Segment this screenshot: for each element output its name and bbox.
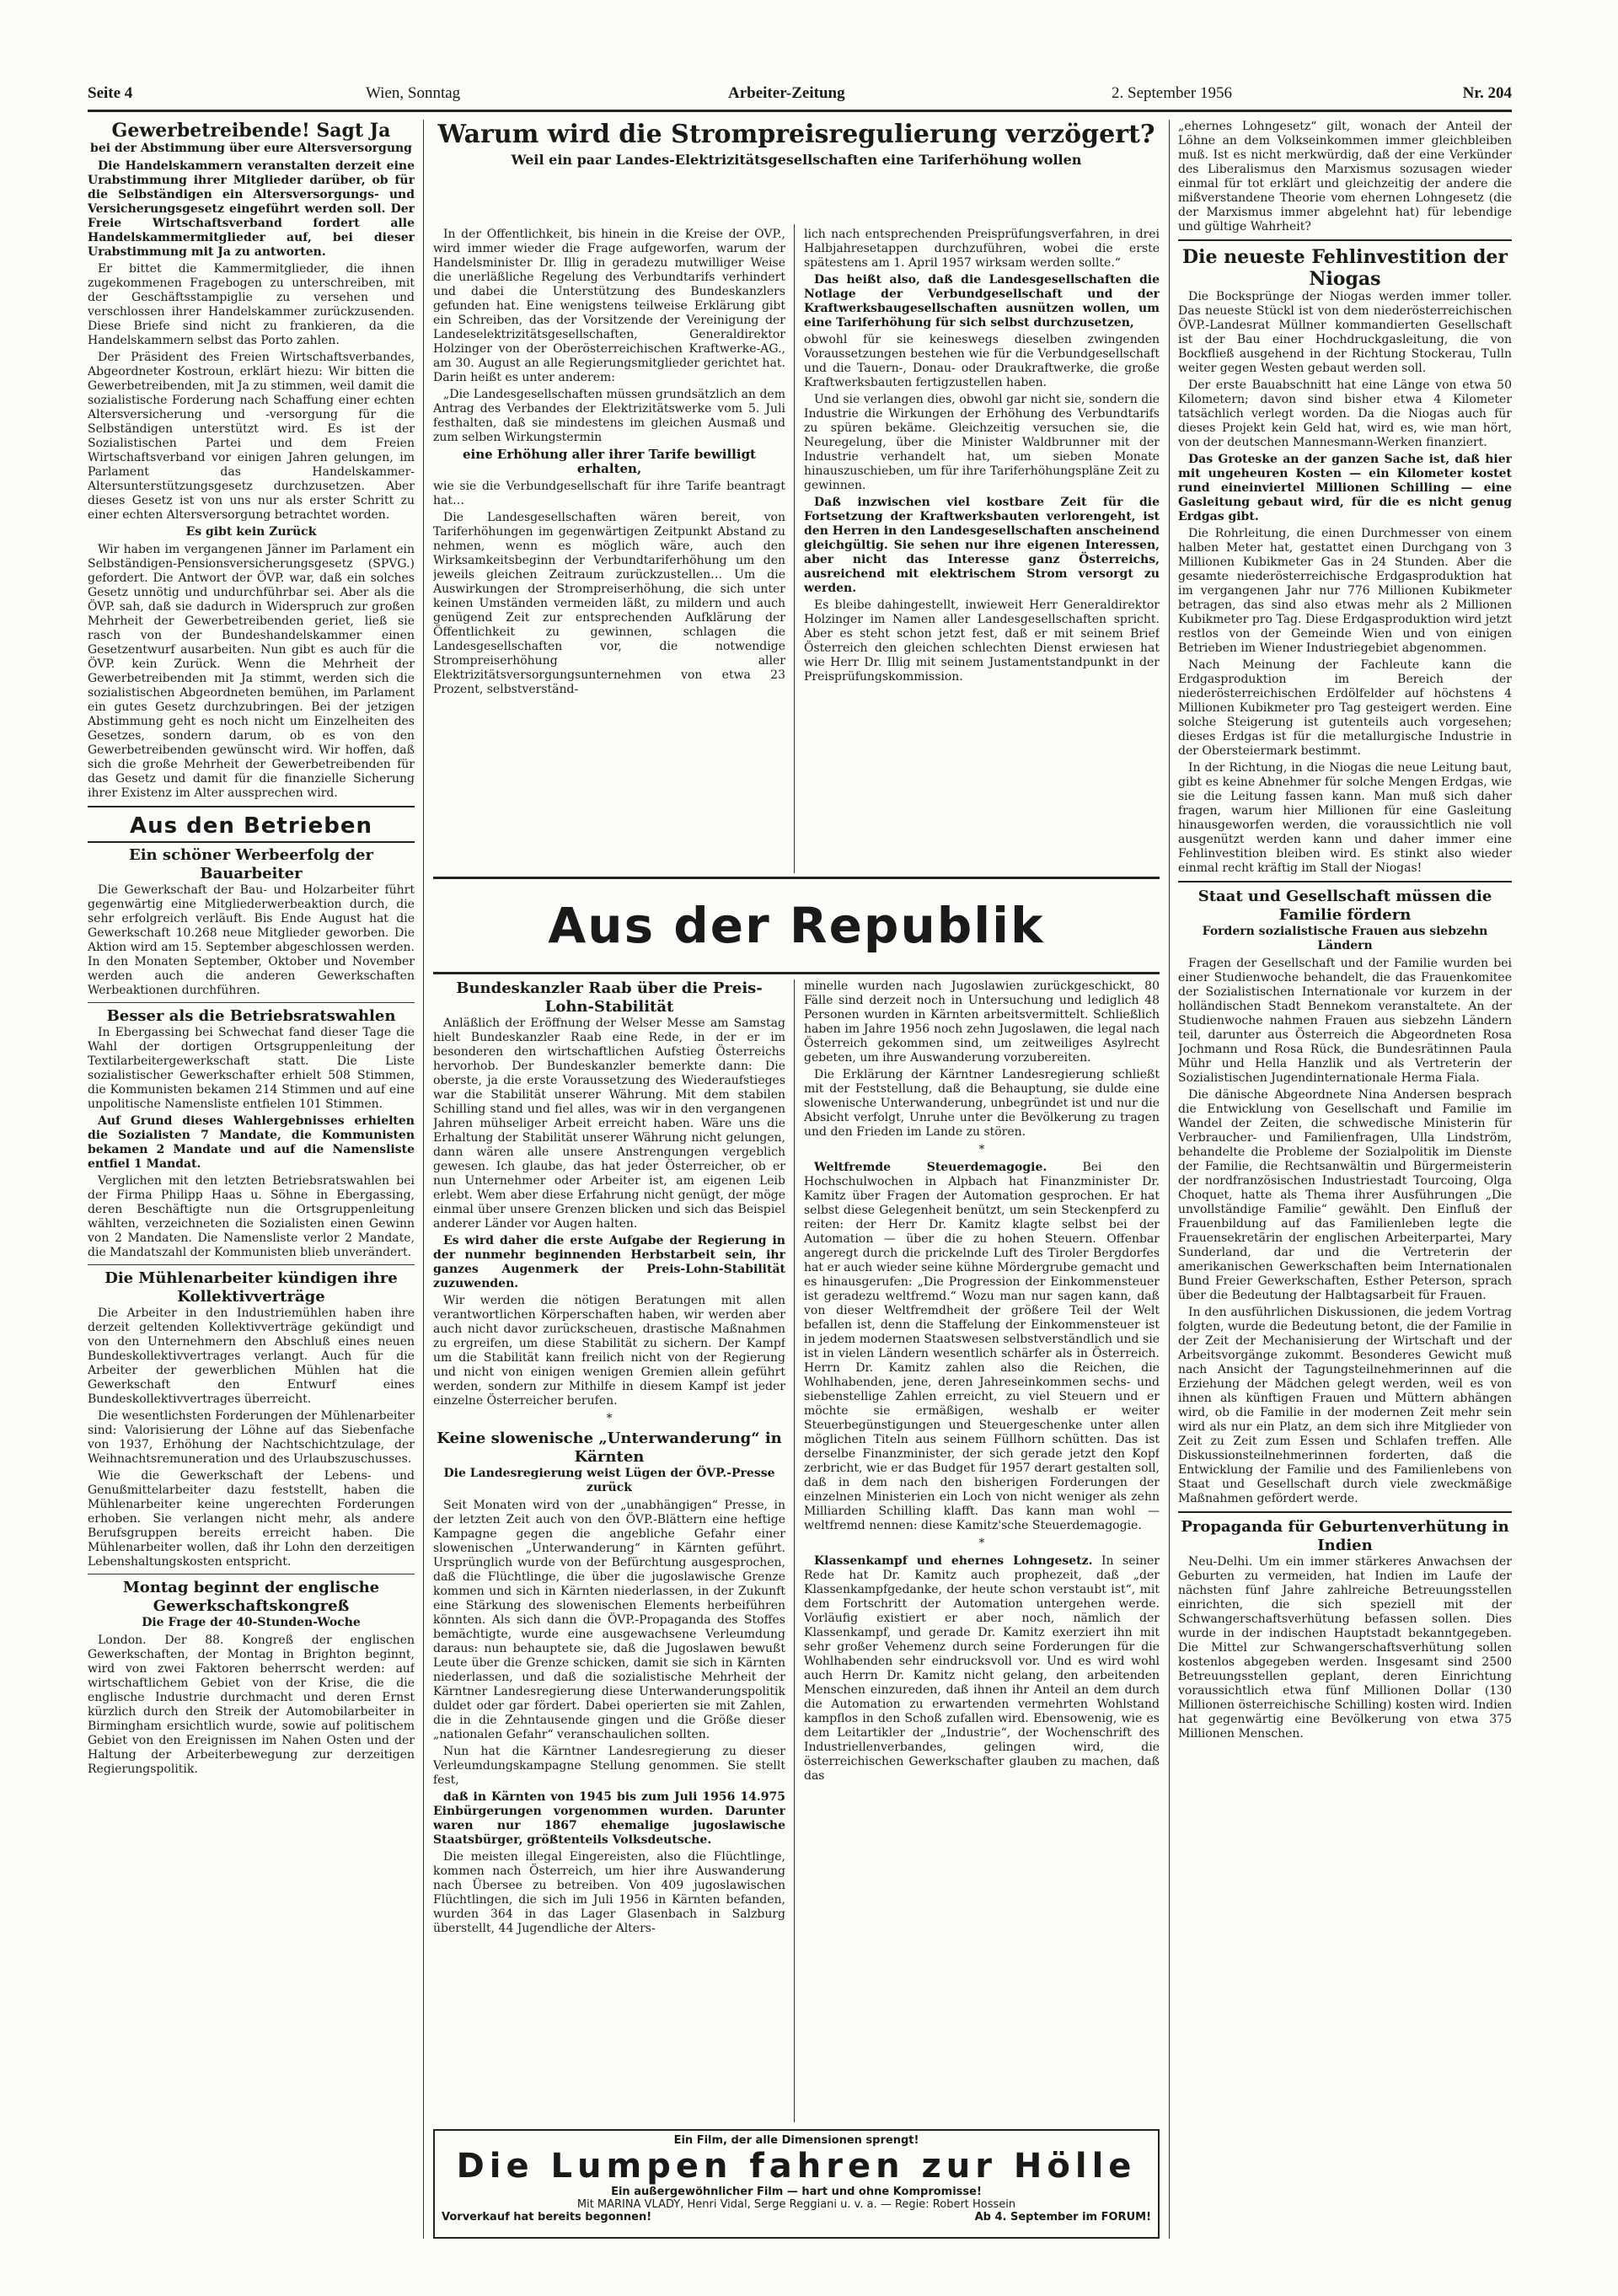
section-banner-republik: Aus der Republik [433, 877, 1160, 974]
paragraph: Auf Grund dieses Wahlergebnisses erhielten die Sozialisten 7 Mandate, die Kommunisten bekamen 2 Mandate und auf die Namensliste entfiel 1 Mandat. [88, 1114, 415, 1171]
paragraph: wie sie die Verbundgesellschaft für ihre Tarife beantragt hat… [433, 480, 785, 507]
republik-column-a [433, 979, 785, 2122]
paragraph: Die Rohrleitung, die einen Durchmesser von einem halben Meter hat, gestattet einen Durchgang von 3 Millionen Kubikmeter Gas in 24 Stunden. Aber die gesamte niederösterreichische Erdgasproduktion hat im vergangenen Jahr nur 776 Millionen Kubikmeter betragen, das sind also etwas mehr als 2 Millionen Kubikmeter pro Tag. Diese Erdgasproduktion wird jetzt restlos von der Gemeinde Wien und von einigen Betrieben im Wiener Industriegebiet abgenommen. [1178, 527, 1512, 655]
paragraph: Die Landesgesellschaften wären bereit, von Tariferhöhungen im gegenwärtigen Zeitpunkt Abstand zu nehmen, wenn es möglich wäre, auch den Wirksamkeitsbeginn der Verbundtariferhöhung um den jeweils gleichen Zeitraum zurückzustellen… Um die Auswirkungen der Strompreiserhöhung, die sich unter keinen Umständen vermeiden läßt, zu mildern und auch genügend Zeit zur entsprechenden Aufklärung der Öffentlichkeit zu gewinnen, schlagen die Landesgesellschaften vor, die notwendige Strompreiserhöhung aller Elektrizitätsversorgungsunternehmen von etwa 23 Prozent, selbstverständ- [433, 511, 785, 696]
ad-cast: Mit MARINA VLADY, Henri Vidal, Serge Reggiani u. v. a. — Regie: Robert Hossein [576, 2198, 1016, 2211]
column-rule [794, 979, 795, 2122]
article-headline: Ein schöner Werbeerfolg der Bauarbeiter [128, 846, 373, 882]
article-subheadline: Fordern sozialistische Frauen aus siebzehn Ländern [1202, 925, 1488, 952]
article-headline: Bundeskanzler Raab über die Preis-Lohn-Stabilität [456, 979, 763, 1016]
paragraph: Die Arbeiter in den Industriemühlen haben ihre derzeit geltenden Kollektivverträge gekündigt und von den Unternehmern den Abschluß eines neuen Bundeskollektivvertrages verlangt. Auch für die Arbeiter der gewerblichen Mühlen hat die Gewerkschaft den Entwurf eines Bundeskollektivvertrages überreicht. [88, 1306, 415, 1406]
ad-tagline: Ein Film, der alle Dimensionen sprengt! [673, 2134, 919, 2147]
paragraph: Die Handelskammern veranstalten derzeit eine Urabstimmung ihrer Mitglieder darüber, ob für die Selbständigen ein Altersversorgungs- und Versicherungsgesetz eingeführt werden soll. Der Freie Wirtschaftsverband fordert alle Handelskammermitglieder auf, bei dieser Urabstimmung mit Ja zu antworten. [88, 159, 415, 259]
article-headline: Gewerbetreibende! Sagt Ja [111, 120, 391, 142]
paragraph: Fragen der Gesellschaft und der Familie wurden bei einer Studienwoche behandelt, die das Frauenkomitee der Sozialistischen Internationale vor kurzem in der holländischen Stadt Bennekom veranstaltete. An der Studienwoche nahmen Frauen aus siebzehn Ländern teil, darunter aus Österreich die Abgeordneten Rosa Jochmann und Rosa Rück, die Bundesrätinnen Paula Mühr und Hella Hanzlik und als Vertreterin der Sozialistischen Jugendinternationale Herma Fiala. [1178, 957, 1512, 1085]
section-subheading: Es gibt kein Zurück [185, 525, 317, 539]
article-headline: Die neueste Fehlinvestition der Niogas [1182, 246, 1508, 290]
paragraph: Es wird daher die erste Aufgabe der Regierung in der nunmehr beginnenden Herbstarbeit sein, ihr ganzes Augenmerk der Preis-Lohn-Stabilität zuzuwenden. [433, 1234, 785, 1290]
column-1 [88, 120, 415, 2239]
paragraph: Die Erklärung der Kärntner Landesregierung schließt mit der Feststellung, daß die Behauptung, sie dulde eine slowenische Unterwanderung, unbegründet ist und nur die Absicht verfolgt, Unruhe unter die Bevölkerung zu tragen und den Frieden im Lande zu stören. [804, 1068, 1160, 1139]
paragraph: Das Groteske an der ganzen Sache ist, daß hier mit ungeheuren Kosten — ein Kilometer kostet rund eineinviertel Millionen Schilling — eine Gasleitung gebaut wird, für die es nicht genug Erdgas gibt. [1178, 453, 1512, 523]
paragraph: Die Bocksprünge der Niogas werden immer toller. Das neueste Stückl ist von dem niederösterreichischen ÖVP.-Landesrat Müllner kommandierten Gesellschaft ist der Bau einer Hochdruckgasleitung, die von Bockfließ ausgehend in der Richtung Stockerau, Tulln weiter gegen Westen gebaut werden soll. [1178, 290, 1512, 375]
divider [88, 1264, 415, 1265]
paragraph: Es bleibe dahingestellt, inwieweit Herr Generaldirektor Holzinger im Namen aller Landesgesellschaften spricht. Aber es steht schon jetzt fest, daß er mit seinem Brief Österreich den gleichen schlechten Dienst erwiesen hat wie Herr Dr. Illig mit seinem Justamentstandpunkt in der Preisprüfungskommission. [804, 598, 1160, 684]
paragraph: Seit Monaten wird von der „unabhängigen“ Presse, in der letzten Zeit auch von den ÖVP.-Blättern eine heftige Kampagne gegen die angebliche Gefahr einer slowenischen „Unterwanderung“ in Kärnten geführt. Ursprünglich wurde von der Befürchtung ausgesprochen, daß die Flüchtlinge, die über die jugoslawische Grenze kommen und sich in Kärnten niederlassen, in der Zukunft eine Stärkung des slowenischen Elements herbeiführen könnten. Als sich dann die ÖVP.-Propaganda des Stoffes bemächtigte, wurde eine ausgewachsene Verleumdung daraus: nun behauptete sie, daß die Jugoslawen bewußt Leute über die Grenze schicken, damit sie sich in Kärnten niederlassen, und daß die sozialistische Mehrheit der Kärntner Landesregierung diese Unterwanderungspolitik duldet oder gar fördert. Dabei operierten sie mit Zahlen, die in die Zehntausende gingen und die Größe dieser „nationalen Gefahr“ veranschaulichen sollten. [433, 1499, 785, 1741]
lead-headline: Warum wird die Strompreisregulierung verzögert? [437, 120, 1155, 149]
film-advertisement [433, 2129, 1160, 2239]
paragraph: In der Öffentlichkeit, bis hinein in die Kreise der ÖVP., wird immer wieder die Frage aufgeworfen, warum der Handelsminister Dr. Illig in geradezu mutwilliger Weise die unerläßliche Regelung des Verbundtarifs verhindert und dabei die Unterstützung des Bundeskanzlers gefunden hat. Eine wenigstens teilweise Erklärung gibt ein Schreiben, das der Vorsitzende der Vereinigung der Landeselektrizitätsgesellschaften, Generaldirektor Holzinger von der Oberösterreichischen Kraftwerke-AG., am 30. August an alle Regierungsmitglieder gerichtet hat. Darin heißt es unter anderem: [433, 228, 785, 384]
place-day: Wien, Sonntag [366, 84, 461, 102]
paragraph: Wie die Gewerkschaft der Lebens- und Genußmittelarbeiter dazu feststellt, haben die Mühlenarbeiter keine ungerechten Forderungen erhoben. Sie verlangen nicht mehr, als andere Berufsgruppen bereits erreicht haben. Die Mühlenarbeiter wollen, daß ihr Lohn den derzeitigen Lebenshaltungskosten entspricht. [88, 1469, 415, 1569]
paragraph: Bei den Hochschulwochen in Alpbach hat Finanzminister Dr. Kamitz über Fragen der Automation gesprochen. Er hat selbst diese Gelegenheit benützt, um sein Steckenpferd zu reiten: der Herr Dr. Kamitz klagte selbst bei der Automation — über die zu hohen Steuern. Offenbar angeregt durch die prickelnde Luft des Tiroler Bergdorfes hat er auch wieder seine kühne Mördergrube gemacht und es hinausgerufen: „Die Progression der Einkommensteuer ist geradezu weltfremd.“ Wozu man nur sagen kann, daß von dieser Weltfremdheit der größere Teil der Welt befallen ist, denn die Staffelung der Einkommensteuer ist in jedem modernen Staatswesen selbstverständlich und sie ist in vielen Ländern wesentlich schärfer als in Österreich. Herrn Dr. Kamitz zahlen also die Reichen, die Wohlhabenden, jene, deren Jahreseinkommen sechs- und siebenstellige Zahlen erreicht, zu viel Steuern und er möchte sie ermäßigen, weshalb er weiter Steuerbegünstigungen und Steuergeschenke unter allen möglichen Titeln aus seinem Füllhorn schütten. Das ist derselbe Finanzminister, der sich gerade jetzt den Kopf zerbricht, wie er das Budget für 1957 derart gestalten soll, daß in dem nach den bisherigen Forderungen der einzelnen Ministerien ein Loch von nicht weniger als zehn Milliarden Schilling klafft. Das kann man wohl — weltfremd nennen: diese Kamitz'sche Steuerdemagogie. [804, 1161, 1160, 1532]
paragraph: „Die Landesgesellschaften müssen grundsätzlich an dem Antrag des Verbandes der Elektrizitätswerke vom 5. Juli festhalten, daß sie mindestens im gleichen Ausmaß und zum selben Wirkungstermin [433, 388, 785, 444]
lead-emphasis: eine Erhöhung aller ihrer Tarife bewilligt erhalten, [463, 447, 756, 476]
paragraph-lead: Klassenkampf und ehernes Lohngesetz. [814, 1554, 1093, 1568]
ad-film-title: Die Lumpen fahren zur Hölle [456, 2147, 1137, 2186]
article-headline: Propaganda für Geburtenverhütung in Indien [1181, 1518, 1509, 1554]
paragraph: minelle wurden nach Jugoslawien zurückgeschickt, 80 Fälle sind derzeit noch in Untersuchung und lediglich 48 Personen wurden in Kärnten arbeitsvermittelt. Schließlich haben im Jahre 1956 noch zehn Jugoslawen, die legal nach Österreich gekommen sind, um zeitweiliges Asylrecht gebeten, um ihre Auswanderung vorzubereiten. [804, 979, 1160, 1065]
separator-star: * [978, 1537, 985, 1550]
column-right [1178, 120, 1512, 2239]
paragraph: Und sie verlangen dies, obwohl gar nicht sie, sondern die Industrie die Wirkungen der Erhöhung des Verbundtarifs zu spüren bekäme. Gleichzeitig versuchen sie, die Neuregelung, über die Minister Waldbrunner mit der Industrie verhandelt hat, um sieben Monate hinauszuschieben, um für ihre Tariferhöhungspläne Zeit zu gewinnen. [804, 393, 1160, 492]
article-subheadline: bei der Abstimmung über eure Altersversorgung [90, 142, 412, 155]
article-subheadline: Die Landesregierung weist Lügen der ÖVP.-Presse zurück [443, 1467, 775, 1494]
separator-star: * [606, 1412, 613, 1425]
paragraph: Der erste Bauabschnitt hat eine Länge von etwa 50 Kilometern; davon sind bisher etwa 4 Kilometer tatsächlich verlegt worden. Da die Niogas auch für dieses Projekt kein Geld hat, wird es, wie man hört, von der deutschen Mannesmann-Werken finanziert. [1178, 378, 1512, 449]
article-headline: Besser als die Betriebsratswahlen [106, 1007, 396, 1025]
paragraph: Neu-Delhi. Um ein immer stärkeres Anwachsen der Geburten zu vermeiden, hat Indien im Laufe der nächsten fünf Jahre zahlreiche Betreuungsstellen einrichten, die sich speziell mit der Schwangerschaftsverhütung befassen sollen. Dies wurde in der indischen Hauptstadt bekanntgegeben. Die Mittel zur Schwangerschaftsverhütung sollen kostenlos abgegeben werden. Insgesamt sind 2500 Betreuungsstellen geplant, deren Einrichtung voraussichtlich etwa fünf Millionen Dollar (130 Millionen österreichische Schilling) kosten wird. Indien hat gegenwärtig eine Bevölkerung von etwa 375 Millionen Menschen. [1178, 1555, 1512, 1741]
paragraph: „ehernes Lohngesetz“ gilt, wonach der Anteil der Löhne an dem Volkseinkommen immer gleichbleiben muß. Ist es nicht merkwürdig, daß der eine Verkünder des Liberalismus den Marxismus sozusagen wieder einmal für tot erklärt und gleichzeitig der andere die mißverstandene Theorie vom ehernen Lohngesetz (die der Marxismus immer abgelehnt hat) für lebendige und gültige Wahrheit? [1178, 120, 1512, 233]
column-rule [423, 120, 424, 2239]
paragraph: In der Richtung, in die Niogas die neue Leitung baut, gibt es keine Abnehmer für solche Mengen Erdgas, wie sie die Leitung fassen kann. Man muß sich daher fragen, warum hier Millionen für eine Gasleitung hinausgeworfen werden, die voraussichtlich nie voll ausgenützt werden kann und daher immer eine Fehlinvestition bleiben wird. Es stinkt also wieder einmal recht kräftig im Stall der Niogas! [1178, 761, 1512, 875]
article-headline: Die Mühlenarbeiter kündigen ihre Kollektivverträge [104, 1269, 398, 1306]
paragraph: Nun hat die Kärntner Landesregierung zu dieser Verleumdungskampagne Stellung genommen. Sie stellt fest, [433, 1745, 785, 1787]
paragraph: Er bittet die Kammermitglieder, die ihnen zugekommenen Fragebogen zu unterschreiben, mit der Geschäftsstampiglie zu versehen und verschlossen ihrer Handelskammer zurückzusenden. Diese Briefe sind nicht zu frankieren, da die Handelskammern selbst das Porto zahlen. [88, 262, 415, 347]
paragraph: Die wesentlichsten Forderungen der Mühlenarbeiter sind: Valorisierung der Löhne auf das Siebenfache von 1937, Erhöhung der Nachtschichtzulage, der Weihnachtsremuneration und des Urlaubszuschusses. [88, 1409, 415, 1466]
issue-date: 2. September 1956 [1112, 84, 1233, 102]
paragraph: Daß inzwischen viel kostbare Zeit für die Fortsetzung der Kraftwerksbauten verlorengeht, ist den Herren in den Landesgesellschaften anscheinend gleichgültig. Sie sehen nur ihre eigenen Interessen, aber nicht das Interesse ganz Österreichs, ausreichend mit elektrischem Strom versorgt zu werden. [804, 496, 1160, 595]
article-headline: Montag beginnt der englische Gewerkschaftskongreß [122, 1579, 380, 1615]
issue-number: Nr. 204 [1462, 84, 1512, 102]
page-number: Seite 4 [88, 84, 133, 102]
paragraph: lich nach entsprechenden Preisprüfungsverfahren, in drei Halbjahresetappen durchzuführen, wobei die erste spätestens am 1. April 1957 wirksam werden sollte.“ [804, 228, 1160, 270]
paragraph: London. Der 88. Kongreß der englischen Gewerkschaften, der Montag in Brighton beginnt, wird von zwei Faktoren beherrscht werden: auf wirtschaftlichem Gebiet von der Krise, die die englische Industrie durchmacht und deren Ernst kürzlich durch den Streik der Automobilarbeiter in Birmingham ersichtlich wurde, sowie auf politischem Gebiet von den Ereignissen im Nahen Osten und der Haltung der Arbeiterbewegung zur derzeitigen Regierungspolitik. [88, 1633, 415, 1776]
paragraph: Die meisten illegal Eingereisten, also die Flüchtlinge, kommen nach Österreich, um hier ihre Auswanderung nach Übersee zu betreiben. Von 409 jugoslawischen Flüchtlingen, die sich im Juli 1956 in Kärnten befanden, wurden 364 in das Lager Glasenbach in Salzburg überstellt, 44 Jugendliche der Alters- [433, 1850, 785, 1935]
column-rule [794, 224, 795, 873]
paragraph: Anläßlich der Eröffnung der Welser Messe am Samstag hielt Bundeskanzler Raab eine Rede, in der er im besonderen den wirtschaftlichen Aufstieg Österreichs hervorhob. Der Bundeskanzler bemerkte dann: Die oberste, ja die erste Voraussetzung des Wiederaufstieges war die Stabilität unserer Währung. Mit dem stabilen Schilling stand und fiel alles, was wir in den vergangenen Jahren mühseliger Arbeit erreicht haben. Wäre uns die Erhaltung der Stabilität unserer Währung nicht gelungen, dann wären alle unsere Anstrengungen vergeblich gewesen. Ich glaube, das hat jeder Österreicher, ob er nun Unternehmer oder Arbeiter ist, am eigenen Leib erlebt. Wem aber diese Erfahrung nicht genügt, der möge einmal über unsere Grenzen blicken und sich das Beispiel anderer Länder vor Augen halten. [433, 1017, 785, 1231]
separator-star: * [978, 1143, 985, 1156]
divider [1178, 239, 1512, 241]
ad-start-date: Ab 4. September im FORUM! [974, 2211, 1151, 2224]
article-subheadline: Die Frage der 40-Stunden-Woche [142, 1616, 361, 1629]
paragraph-lead: Weltfremde Steuerdemagogie. [814, 1161, 1047, 1174]
divider [88, 806, 415, 807]
masthead [88, 81, 1512, 112]
paper-name: Arbeiter-Zeitung [728, 84, 845, 102]
lead-article-header [433, 120, 1160, 224]
paragraph: Wir haben im vergangenen Jänner im Parlament ein Selbständigen-Pensionsversicherungsgesetz (SPVG.) gefordert. Die Antwort der ÖVP. war, daß ein solches Gesetz unnötig und undurchführbar sei. Aber als die ÖVP. sah, daß sie dadurch in Widerspruch zur großen Mehrheit der Gewerbetreibenden geriet, ließ sie rasch von der Bundeshandelskammer einen Gesetzentwurf ausarbeiten. Nun gibt es auch für die ÖVP. kein Zurück. Wenn die Mehrheit der Gewerbetreibenden mit Ja stimmt, werden sich die sozialistischen Abgeordneten bemühen, im Parlament ein gutes Gesetz durchzubringen. Bei der jetzigen Abstimmung geht es noch nicht um Einzelheiten des Gesetzes, sondern darum, ob es von den Gewerbetreibenden gewünscht wird. Wir hoffen, daß sich die große Mehrheit der Gewerbetreibenden für das Gesetz und damit für die finanzielle Sicherung ihrer Existenz im Alter aussprechen wird. [88, 543, 415, 800]
lead-column-b [804, 228, 1160, 868]
article-headline: Keine slowenische „Unterwanderung“ in Kärnten [437, 1430, 782, 1466]
paragraph: In den ausführlichen Diskussionen, die jedem Vortrag folgten, wurde die Bedeutung betont, die der Familie in der Zeit der Mechanisierung der Wirtschaft und der Arbeitsvorgänge zukommt. Besonderes Gewicht muß nach Ansicht der Tagungsteilnehmerinnen auf die Erziehung der Mädchen gelegt werden, weil es von ihnen als künftigen Frauen und Müttern abhängen wird, ob die Familie in der modernen Zeit mehr sein wird als nur ein Platz, an dem sich ihre Mitglieder von Zeit zu Zeit zum Essen und Schlafen treffen. Alle Diskussionsteilnehmerinnen forderten, daß die Entwicklung der Familie und des Familienlebens von Staat und Gesellschaft durch viele zweckmäßige Maßnahmen gefördert werde. [1178, 1306, 1512, 1505]
divider [1178, 881, 1512, 882]
column-rule [1169, 120, 1170, 2239]
article-headline: Staat und Gesellschaft müssen die Familie fördern [1197, 888, 1492, 924]
paragraph: Der Präsident des Freien Wirtschaftsverbandes, Abgeordneter Kostroun, erklärt hiezu: Wir bitten die Gewerbetreibenden, mit Ja zu stimmen, weil damit die sozialistische Forderung nach Schaffung einer echten Altersversicherung und -versorgung für die Selbständigen unterstützt wird. Es ist der Sozialistischen Partei und dem Freien Wirtschaftsverband vor einigen Jahren gelungen, im Parlament das Handelskammer-Altersunterstützungsgesetz durchzusetzen. Aber dieses Gesetz ist von uns nur als erster Schritt zu einer echten Altersversorgung betrachtet worden. [88, 351, 415, 522]
section-banner-betriebe: Aus den Betrieben [88, 813, 415, 843]
ad-description: Ein außergewöhnlicher Film — hart und ohne Kompromisse! [611, 2186, 982, 2198]
republik-column-b [804, 979, 1160, 2122]
paragraph: Verglichen mit den letzten Betriebsratswahlen bei der Firma Philipp Haas u. Söhne in Ebergassing, deren Beschäftigte nun die Ortsgruppenleitung wählten, verzeichneten die Sozialisten einen Gewinn von 2 Mandaten. Die Namensliste verlor 2 Mandate, die Mandatszahl der Kommunisten blieb unverändert. [88, 1174, 415, 1259]
paragraph: Die Gewerkschaft der Bau- und Holzarbeiter führt gegenwärtig eine Mitgliederwerbeaktion durch, die sehr erfolgreich verläuft. Bis Ende August hat die Gewerkschaft 10.268 neue Mitglieder geworben. Die Aktion wird am 15. September abgeschlossen werden. In den Monaten September, Oktober und November werden auch die anderen Gewerkschaften Werbeaktionen durchführen. [88, 883, 415, 997]
paragraph: Das heißt also, daß die Landesgesellschaften die Notlage der Verbundgesellschaft und der Kraftwerksbaugesellschaften ausnützen wollen, um eine Tariferhöhung für sich selbst durchzusetzen, [804, 273, 1160, 330]
paragraph: Die dänische Abgeordnete Nina Andersen besprach die Entwicklung von Gesellschaft und Familie im Wandel der Zeiten, die schwedische Ministerin für Verbraucher- und Familienfragen, Ulla Lindström, behandelte die Probleme der Sozialpolitik im Dienste der Familie, die Rechtsanwältin und Bürgermeisterin der nordfranzösischen Industriestadt Tourcoing, Olga Choquet, hatte als Thema ihrer Ausführungen „Die unvollständige Familie“ gewählt. Den Einfluß der Frauenbildung auf das Familienleben legte die Frauensekretärin der englischen Arbeiterpartei, Mary Sunderland, dar und die Vertreterin der amerikanischen Gewerkschaften beim Internationalen Bund Freier Gewerkschaften, Esther Peterson, sprach über die Bedeutung der Halbtagsarbeit für Frauen. [1178, 1088, 1512, 1302]
lead-column-a [433, 228, 785, 868]
ad-presale: Vorverkauf hat bereits begonnen! [442, 2211, 652, 2224]
divider [1178, 1511, 1512, 1513]
paragraph: daß in Kärnten von 1945 bis zum Juli 1956 14.975 Einbürgerungen vorgenommen wurden. Darunter waren nur 1867 ehemalige jugoslawische Staatsbürger, größtenteils Volksdeutsche. [433, 1790, 785, 1847]
divider [88, 1002, 415, 1003]
paragraph: Wir werden die nötigen Beratungen mit allen verantwortlichen Körperschaften haben, wir werden aber auch nicht davor zurückscheuen, drastische Maßnahmen zu ergreifen, um diese Stabilität zu sichern. Der Kampf um die Stabilität kann freilich nicht von der Regierung und nicht von einigen wenigen Gremien allein geführt werden, sondern zur Mithilfe in diesem Kampf ist jeder einzelne Österreicher berufen. [433, 1294, 785, 1408]
paragraph: Nach Meinung der Fachleute kann die Erdgasproduktion im Bereich der niederösterreichischen Erdölfelder auf höchstens 4 Millionen Kubikmeter pro Tag gesteigert werden. Eine solche Steigerung ist gutenteils auch vorgesehen; dieses Erdgas ist für die metallurgische Industrie in der Obersteiermark bestimmt. [1178, 658, 1512, 758]
paragraph: obwohl für sie keineswegs dieselben zwingenden Voraussetzungen bestehen wie für die Verbundgesellschaft und die Tauern-, Donau- oder Draukraftwerke, die große Kraftwerksbauten fertigzustellen haben. [804, 333, 1160, 389]
paragraph: In Ebergassing bei Schwechat fand dieser Tage die Wahl der dortigen Ortsgruppenleitung der Textilarbeitergewerkschaft statt. Die Liste sozialistischer Gewerkschafter erhielt 508 Stimmen, die Kommunisten bekamen 214 Stimmen und auf eine unpolitische Namensliste entfielen 101 Stimmen. [88, 1026, 415, 1111]
lead-subheadline: Weil ein paar Landes-Elektrizitätsgesellschaften eine Tariferhöhung wollen [511, 152, 1082, 168]
paragraph: In seiner Rede hat Dr. Kamitz auch prophezeit, daß „der Klassenkampfgedanke, der heute schon verstaubt ist“, mit dem Fortschritt der Automation untergehen werde. Vorläufig existiert er aber noch, nämlich der Klassenkampf, und gerade Dr. Kamitz exerziert ihn mit sehr großer Vehemenz durch seine Forderungen für die Wohlhabenden sehr eindrucksvoll vor. Und es wird wohl auch Herrn Dr. Kamitz nicht gelang, den arbeitenden Menschen einzureden, daß ihnen ihr Anteil an dem durch die Automation zu erwartenden vermehrten Wohlstand kampflos in den Schoß zufallen wird. Ebensowenig, wie es dem Leitartikler der „Industrie“, der Wochenschrift des Industriellenverbandes, gelingen wird, die österreichischen Gewerkschafter glauben zu machen, daß das [804, 1554, 1160, 1783]
newspaper-page [88, 81, 1512, 2272]
